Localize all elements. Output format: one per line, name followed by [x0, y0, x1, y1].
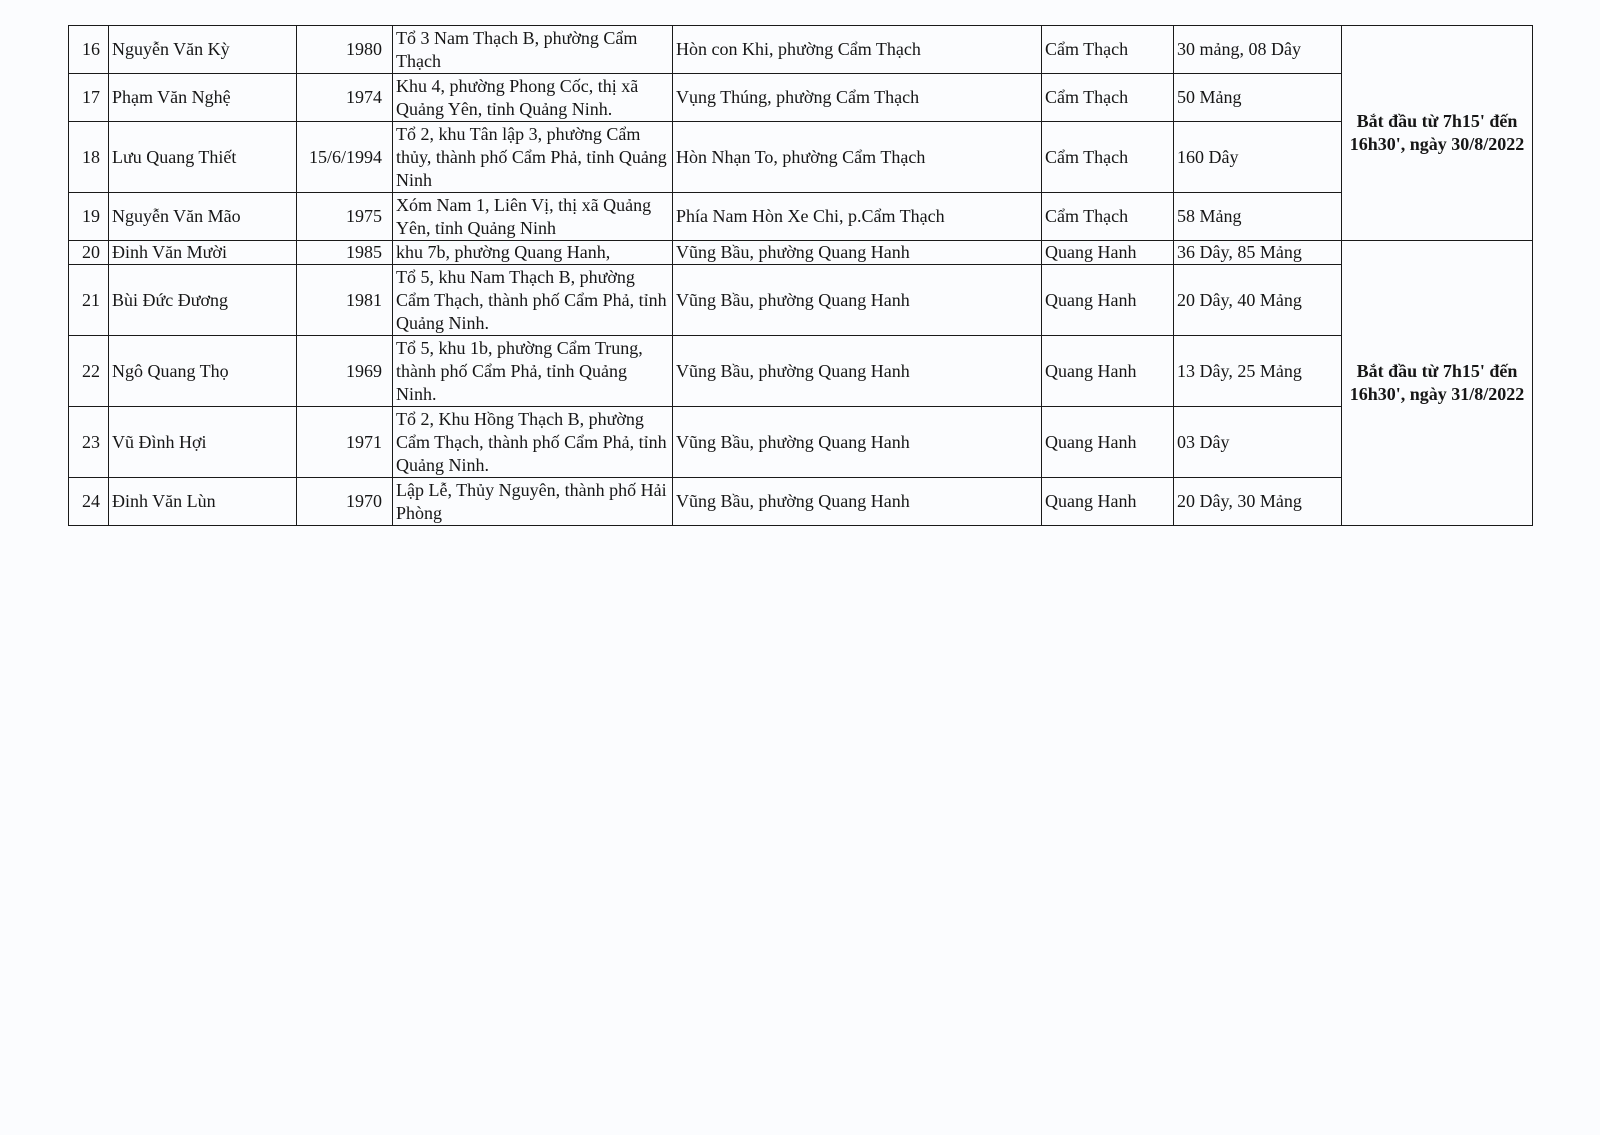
quantity: 13 Dây, 25 Mảng — [1174, 336, 1342, 407]
person-name: Phạm Văn Nghệ — [109, 74, 297, 122]
quantity: 03 Dây — [1174, 407, 1342, 478]
aquaculture-location: Vụng Thúng, phường Cẩm Thạch — [673, 74, 1042, 122]
row-number: 21 — [69, 265, 109, 336]
residence-address: Tổ 2, Khu Hồng Thạch B, phường Cẩm Thạch, thành phố Cẩm Phả, tỉnh Quảng Ninh. — [393, 407, 673, 478]
quantity: 20 Dây, 40 Mảng — [1174, 265, 1342, 336]
quantity: 160 Dây — [1174, 122, 1342, 193]
birth-year: 1969 — [297, 336, 393, 407]
aquaculture-location: Hòn con Khi, phường Cẩm Thạch — [673, 26, 1042, 74]
residence-address: Xóm Nam 1, Liên Vị, thị xã Quảng Yên, tỉnh Quảng Ninh — [393, 193, 673, 241]
table-row — [69, 193, 1533, 241]
residence-address: Lập Lễ, Thủy Nguyên, thành phố Hải Phòng — [393, 478, 673, 526]
birth-year: 1970 — [297, 478, 393, 526]
ward: Quang Hanh — [1042, 265, 1174, 336]
person-name: Bùi Đức Đương — [109, 265, 297, 336]
ward: Cẩm Thạch — [1042, 26, 1174, 74]
ward: Quang Hanh — [1042, 407, 1174, 478]
schedule-cell — [1342, 26, 1533, 241]
aquaculture-location: Vũng Bầu, phường Quang Hanh — [673, 336, 1042, 407]
birth-year: 1975 — [297, 193, 393, 241]
person-name: Đinh Văn Lùn — [109, 478, 297, 526]
schedule-line-1: Bắt đầu từ 7h15' đến — [1356, 361, 1518, 381]
birth-year: 1985 — [297, 241, 393, 265]
person-name: Ngô Quang Thọ — [109, 336, 297, 407]
quantity: 50 Mảng — [1174, 74, 1342, 122]
birth-year: 1980 — [297, 26, 393, 74]
residence-address: Tổ 5, khu 1b, phường Cẩm Trung, thành phố Cẩm Phả, tỉnh Quảng Ninh. — [393, 336, 673, 407]
aquaculture-location: Vũng Bầu, phường Quang Hanh — [673, 407, 1042, 478]
person-name: Lưu Quang Thiết — [109, 122, 297, 193]
residence-address: Tổ 2, khu Tân lập 3, phường Cẩm thủy, thành phố Cẩm Phả, tỉnh Quảng Ninh — [393, 122, 673, 193]
ward: Cẩm Thạch — [1042, 193, 1174, 241]
aquaculture-location: Vũng Bầu, phường Quang Hanh — [673, 265, 1042, 336]
person-name: Đinh Văn Mười — [109, 241, 297, 265]
schedule-line-2: 16h30', ngày 30/8/2022 — [1349, 134, 1525, 154]
table-row — [69, 74, 1533, 122]
table-row — [69, 265, 1533, 336]
aquaculture-location: Hòn Nhạn To, phường Cẩm Thạch — [673, 122, 1042, 193]
row-number: 23 — [69, 407, 109, 478]
aquaculture-location: Phía Nam Hòn Xe Chi, p.Cẩm Thạch — [673, 193, 1042, 241]
quantity: 36 Dây, 85 Mảng — [1174, 241, 1342, 265]
row-number: 17 — [69, 74, 109, 122]
row-number: 18 — [69, 122, 109, 193]
schedule-table — [68, 25, 1533, 526]
residence-address: Tổ 3 Nam Thạch B, phường Cẩm Thạch — [393, 26, 673, 74]
row-number: 24 — [69, 478, 109, 526]
birth-year: 15/6/1994 — [297, 122, 393, 193]
birth-year: 1974 — [297, 74, 393, 122]
quantity: 30 mảng, 08 Dây — [1174, 26, 1342, 74]
person-name: Nguyễn Văn Kỳ — [109, 26, 297, 74]
ward: Cẩm Thạch — [1042, 122, 1174, 193]
table-row — [69, 122, 1533, 193]
schedule-line-1: Bắt đầu từ 7h15' đến — [1356, 111, 1518, 131]
row-number: 19 — [69, 193, 109, 241]
ward: Cẩm Thạch — [1042, 74, 1174, 122]
residence-address: Tổ 5, khu Nam Thạch B, phường Cẩm Thạch, thành phố Cẩm Phả, tỉnh Quảng Ninh. — [393, 265, 673, 336]
birth-year: 1981 — [297, 265, 393, 336]
ward: Quang Hanh — [1042, 336, 1174, 407]
birth-year: 1971 — [297, 407, 393, 478]
schedule-cell — [1342, 241, 1533, 526]
row-number: 22 — [69, 336, 109, 407]
row-number: 20 — [69, 241, 109, 265]
table-row — [69, 478, 1533, 526]
table-row — [69, 336, 1533, 407]
table-row — [69, 26, 1533, 74]
aquaculture-location: Vũng Bầu, phường Quang Hanh — [673, 478, 1042, 526]
table-row — [69, 407, 1533, 478]
aquaculture-location: Vũng Bầu, phường Quang Hanh — [673, 241, 1042, 265]
residence-address: Khu 4, phường Phong Cốc, thị xã Quảng Yên, tỉnh Quảng Ninh. — [393, 74, 673, 122]
person-name: Vũ Đình Hợi — [109, 407, 297, 478]
ward: Quang Hanh — [1042, 241, 1174, 265]
quantity: 58 Mảng — [1174, 193, 1342, 241]
row-number: 16 — [69, 26, 109, 74]
quantity: 20 Dây, 30 Mảng — [1174, 478, 1342, 526]
table-row — [69, 241, 1533, 265]
schedule-line-2: 16h30', ngày 31/8/2022 — [1349, 384, 1525, 404]
person-name: Nguyễn Văn Mão — [109, 193, 297, 241]
ward: Quang Hanh — [1042, 478, 1174, 526]
residence-address: khu 7b, phường Quang Hanh, — [393, 241, 673, 265]
